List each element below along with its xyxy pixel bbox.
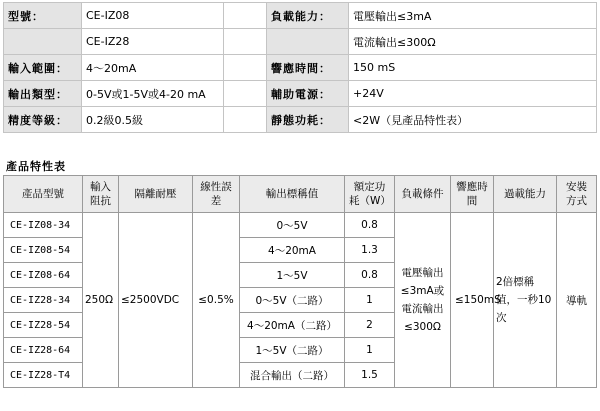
spec-row: [4, 81, 597, 107]
header-power: 額定功耗（W）: [345, 176, 395, 213]
spec-label: 響應時間：: [267, 55, 349, 81]
section-title: 產品特性表: [6, 160, 66, 173]
spec-spacer: [224, 107, 267, 133]
spec-value: 0.2級0.5級: [82, 107, 224, 133]
spec-label: 精度等級：: [4, 107, 82, 133]
header-linearity: 線性誤差: [193, 176, 240, 213]
spec-label: 型號：: [4, 3, 82, 29]
model-cell: CE-IZ08-54: [4, 238, 83, 263]
spec-value: 電流輸出≤300Ω: [349, 29, 597, 55]
header-load: 負載條件: [395, 176, 451, 213]
mounting-cell: 導軌: [557, 213, 597, 388]
power-cell: 1.3: [345, 238, 395, 263]
output-cell: 0～5V（二路）: [240, 288, 345, 313]
output-cell: 1～5V（二路）: [240, 338, 345, 363]
spec-spacer: [224, 55, 267, 81]
spec-value: CE-IZ28: [82, 29, 224, 55]
spec-label: [4, 29, 82, 55]
spec-row: [4, 55, 597, 81]
spec-row: [4, 29, 597, 55]
spec-spacer: [224, 3, 267, 29]
product-header-row: [4, 176, 597, 213]
linearity-cell: ≤0.5%: [193, 213, 240, 388]
input-impedance-cell: 250Ω: [83, 213, 119, 388]
spec-value: 4～20mA: [82, 55, 224, 81]
model-cell: CE-IZ08-64: [4, 263, 83, 288]
model-cell: CE-IZ08-34: [4, 213, 83, 238]
overload-cell: 2倍標稱值，一秒10次: [494, 213, 557, 388]
spec-value: 電壓輸出≤3mA: [349, 3, 597, 29]
output-cell: 1～5V: [240, 263, 345, 288]
power-cell: 2: [345, 313, 395, 338]
isolation-cell: ≤2500VDC: [119, 213, 193, 388]
spec-row: [4, 107, 597, 133]
spec-value: 0-5V或1-5V或4-20 mA: [82, 81, 224, 107]
header-mounting: 安裝方式: [557, 176, 597, 213]
product-table: [3, 175, 597, 388]
model-cell: CE-IZ28-64: [4, 338, 83, 363]
model-cell: CE-IZ28-34: [4, 288, 83, 313]
output-cell: 混合輸出（二路）: [240, 363, 345, 388]
header-isolation: 隔離耐壓: [119, 176, 193, 213]
model-cell: CE-IZ28-T4: [4, 363, 83, 388]
spec-value: +24V: [349, 81, 597, 107]
header-output: 輸出標稱值: [240, 176, 345, 213]
load-condition-cell: 電壓輸出≤3mA或電流輸出≤300Ω: [395, 213, 451, 388]
output-cell: 0～5V: [240, 213, 345, 238]
header-model: 產品型號: [4, 176, 83, 213]
header-overload: 過載能力: [494, 176, 557, 213]
model-cell: CE-IZ28-54: [4, 313, 83, 338]
power-cell: 0.8: [345, 213, 395, 238]
spec-row: [4, 3, 597, 29]
power-cell: 1: [345, 288, 395, 313]
spec-spacer: [224, 81, 267, 107]
spec-table: [3, 2, 597, 133]
power-cell: 1: [345, 338, 395, 363]
output-cell: 4～20mA（二路）: [240, 313, 345, 338]
spec-label: 輸出類型：: [4, 81, 82, 107]
spec-label: 輸入範圍：: [4, 55, 82, 81]
spec-value: 150 mS: [349, 55, 597, 81]
spec-label: 負載能力：: [267, 3, 349, 29]
spec-value: <2W（見產品特性表）: [349, 107, 597, 133]
spec-label: [267, 29, 349, 55]
power-cell: 1.5: [345, 363, 395, 388]
table-row: [4, 213, 597, 238]
output-cell: 4～20mA: [240, 238, 345, 263]
spec-label: 輔助電源：: [267, 81, 349, 107]
header-input-impedance: 輸入阻抗: [83, 176, 119, 213]
spec-spacer: [224, 29, 267, 55]
response-time-cell: ≤150mS: [451, 213, 494, 388]
power-cell: 0.8: [345, 263, 395, 288]
spec-value: CE-IZ08: [82, 3, 224, 29]
header-response: 響應時間: [451, 176, 494, 213]
spec-label: 靜態功耗：: [267, 107, 349, 133]
